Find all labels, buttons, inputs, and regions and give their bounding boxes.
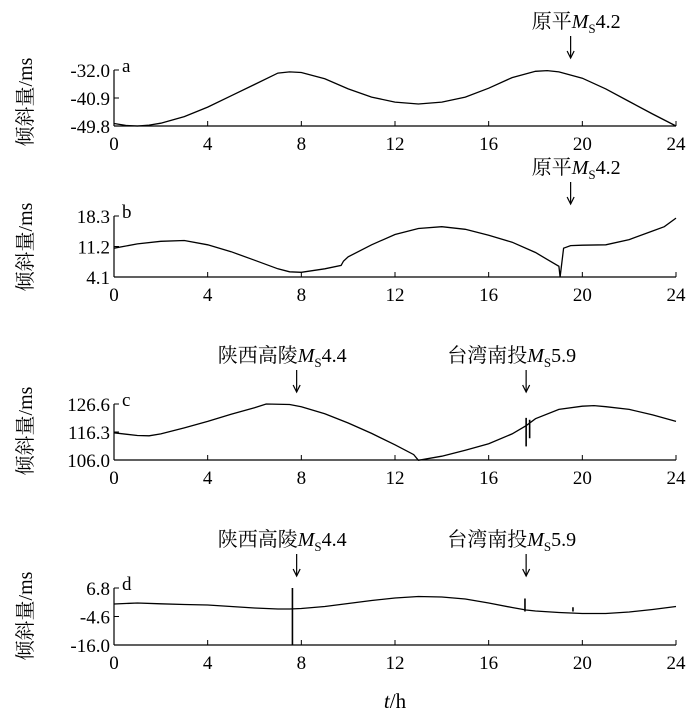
event-magnitude-value: 4.4 (321, 345, 347, 367)
event-location: 台湾南投 (447, 345, 528, 367)
event-magnitude-subscript: S (314, 355, 322, 370)
event-location: 台湾南投 (447, 529, 528, 551)
event-magnitude-symbol: M (527, 529, 544, 551)
x-tick-label: 4 (202, 285, 213, 306)
event-annotation (218, 344, 347, 370)
y-tick-label: -16.0 (70, 636, 110, 657)
event-location: 陕西高陵 (217, 345, 298, 367)
event-location: 陕西高陵 (217, 529, 298, 551)
panel-a (14, 10, 686, 155)
event-annotation (532, 156, 621, 182)
x-tick-label: 24 (666, 134, 686, 155)
x-tick-label: 20 (572, 134, 592, 155)
event-location: 原平 (531, 157, 572, 179)
event-magnitude-symbol: M (297, 345, 315, 367)
y-tick-label: 4.1 (86, 268, 110, 289)
event-magnitude-value: 4.4 (321, 529, 347, 551)
x-tick-label: 24 (666, 285, 686, 306)
panel-d (14, 528, 686, 674)
x-tick-label: 12 (385, 468, 405, 489)
data-line-a (114, 71, 676, 126)
panel-c (14, 344, 686, 489)
event-magnitude-subscript: S (543, 355, 552, 370)
event-magnitude-symbol: M (527, 345, 544, 367)
panel-letter: d (122, 574, 132, 595)
y-axis-label: 倾斜量/ms (15, 386, 37, 476)
x-tick-label: 24 (666, 468, 686, 489)
x-tick-label: 0 (109, 653, 119, 674)
y-tick-label: -32.0 (70, 61, 110, 82)
x-axis-label-unit: /h (389, 689, 407, 713)
y-axis-label: 倾斜量/ms (15, 57, 37, 147)
y-tick-label: 116.3 (67, 423, 110, 444)
y-axis-label: 倾斜量/ms (15, 202, 37, 292)
x-tick-label: 4 (202, 653, 213, 674)
panel-letter: a (122, 56, 131, 77)
panels-layer (14, 10, 686, 674)
event-magnitude-subscript: S (314, 539, 322, 554)
y-tick-label: -40.9 (70, 89, 110, 110)
panel-letter: b (122, 202, 132, 223)
x-tick-label: 0 (109, 134, 119, 155)
data-line-b (114, 218, 676, 277)
x-tick-label: 20 (572, 653, 592, 674)
data-line-d (114, 597, 676, 614)
x-tick-label: 16 (479, 134, 499, 155)
x-tick-label: 4 (202, 468, 213, 489)
event-magnitude-symbol: M (297, 529, 315, 551)
event-magnitude-value: 4.2 (595, 11, 621, 33)
panel-letter: c (122, 390, 131, 411)
event-annotation (447, 528, 576, 554)
x-tick-label: 16 (479, 653, 499, 674)
x-axis-label (384, 689, 407, 713)
x-tick-label: 12 (385, 285, 405, 306)
y-tick-label: 6.8 (86, 579, 110, 600)
x-tick-label: 0 (109, 285, 119, 306)
x-tick-label: 8 (296, 468, 307, 489)
event-magnitude-value: 4.2 (595, 157, 621, 179)
x-tick-label: 12 (385, 134, 405, 155)
event-annotation (218, 528, 347, 554)
panel-b (14, 156, 686, 306)
y-tick-label: 106.0 (67, 451, 110, 472)
event-magnitude-symbol: M (571, 11, 589, 33)
event-annotation (447, 344, 576, 370)
event-magnitude-value: 5.9 (551, 345, 577, 367)
y-tick-label: 11.2 (77, 237, 110, 259)
x-tick-label: 8 (296, 134, 307, 155)
x-tick-label: 0 (109, 468, 119, 489)
x-tick-label: 8 (296, 285, 307, 306)
event-magnitude-symbol: M (571, 157, 589, 179)
y-tick-label: 126.6 (67, 395, 110, 416)
x-tick-label: 12 (385, 653, 405, 674)
y-axis-label: 倾斜量/ms (15, 571, 37, 661)
y-tick-label: -49.8 (70, 117, 110, 138)
x-tick-label: 16 (479, 285, 499, 306)
event-magnitude-subscript: S (543, 539, 552, 554)
y-tick-label: -4.6 (79, 607, 110, 629)
y-tick-label: 18.3 (76, 207, 110, 228)
event-magnitude-value: 5.9 (551, 529, 577, 551)
x-tick-label: 24 (666, 653, 686, 674)
event-magnitude-subscript: S (588, 167, 596, 182)
x-tick-label: 20 (572, 285, 592, 306)
x-tick-label: 8 (296, 653, 307, 674)
x-axis-label-var: t (383, 689, 390, 713)
event-magnitude-subscript: S (588, 21, 596, 36)
data-line-c (114, 404, 676, 460)
x-tick-label: 4 (202, 134, 213, 155)
x-tick-label: 16 (479, 468, 499, 489)
event-location: 原平 (531, 11, 572, 33)
x-tick-label: 20 (572, 468, 592, 489)
event-annotation (532, 10, 621, 36)
